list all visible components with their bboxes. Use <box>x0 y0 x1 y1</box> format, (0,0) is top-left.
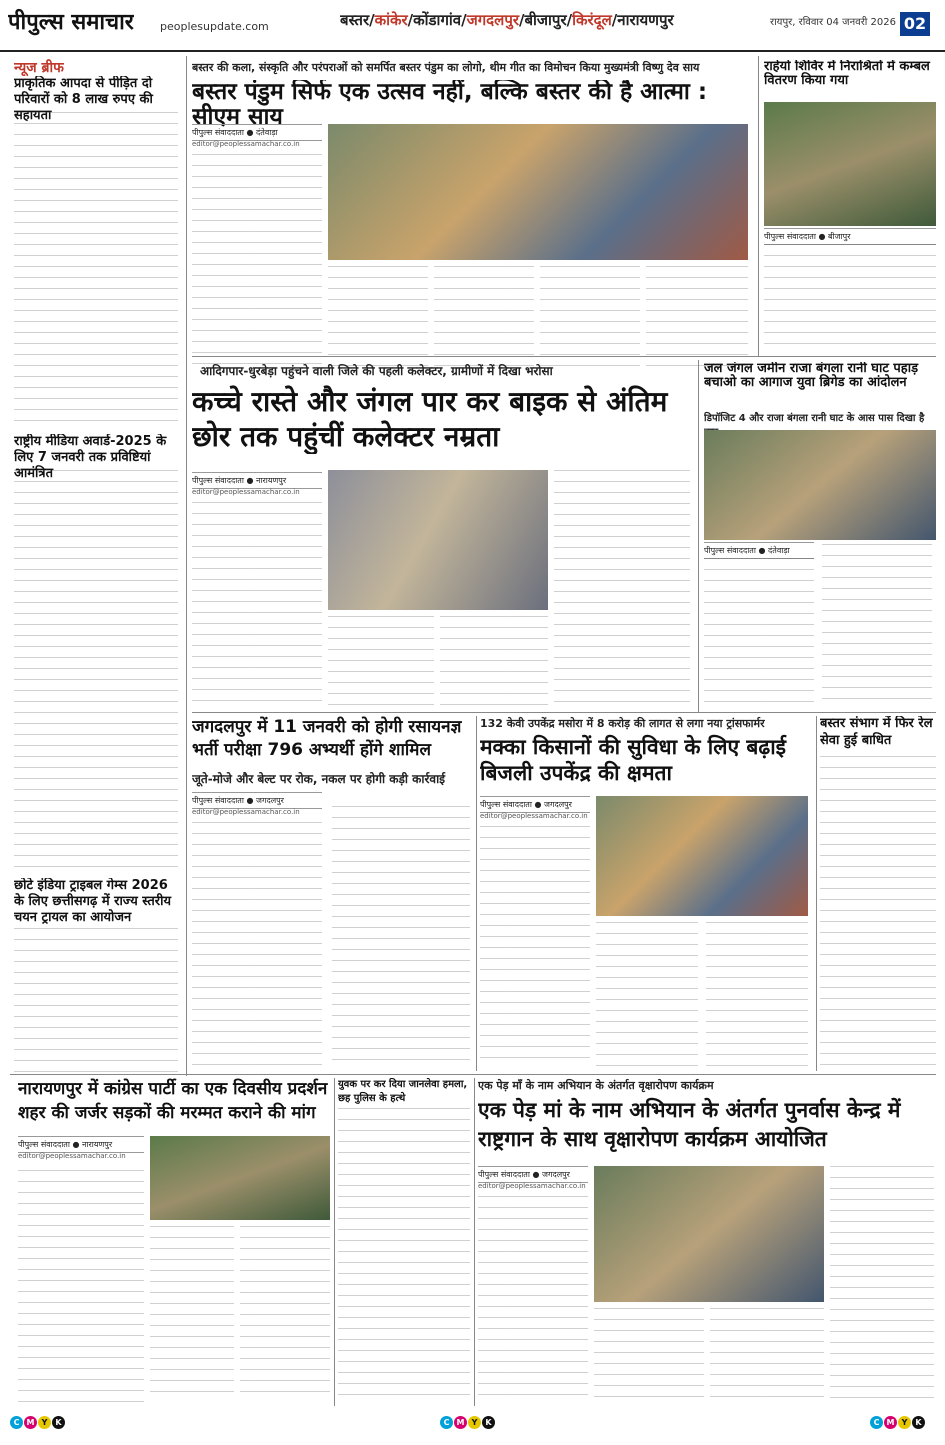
brief-2-title: राष्ट्रीय मीडिया अवार्ड-2025 के लिए 7 जनवरी तक प्रविष्टियां आमंत्रित <box>14 434 167 481</box>
dateline: रायपुर, रविवार 04 जनवरी 2026 <box>770 17 897 28</box>
cmyk-dot: C <box>870 1416 883 1429</box>
edition-part: नारायणपुर <box>617 11 674 29</box>
maize-col-2 <box>596 922 698 1068</box>
newspaper-logo: पीपुल्स समाचार <box>8 9 134 35</box>
news-brief-column <box>10 56 180 1076</box>
edition-part: कोंडागांव <box>413 11 462 29</box>
edition-part: / <box>611 11 618 29</box>
maize-headline: मक्का किसानों की सुविधा के लिए बढ़ाई बिजली उपकेंद्र की क्षमता <box>480 735 786 786</box>
edition-part: बस्तर <box>340 11 370 29</box>
brief-3-title: छोटे इंडिया ट्राइबल गेम्स 2026 के लिए छत्तीसगढ़ में राज्य स्तरीय चयन ट्रायल का आयोजन <box>14 878 171 925</box>
tree-col-3 <box>710 1308 824 1402</box>
congress-story <box>10 1078 330 1406</box>
cmyk-mark-right <box>870 1416 926 1429</box>
exam-col-1 <box>192 822 322 1068</box>
blanket-body <box>764 244 936 352</box>
tree-photo <box>594 1166 824 1302</box>
cmyk-dot: M <box>884 1416 897 1429</box>
edition-part: किरंदूल <box>572 11 612 29</box>
edition-part: / <box>518 11 525 29</box>
jungle-photo <box>704 430 936 540</box>
tree-col-4 <box>830 1166 934 1402</box>
lead-email[interactable]: editor@peoplessamachar.co.in <box>192 140 300 148</box>
tree-byline: पीपुल्स संवाददाता ● जगदलपुर <box>478 1166 588 1183</box>
cmyk-dot: Y <box>468 1416 481 1429</box>
jungle-byline: पीपुल्स संवाददाता ● दंतेवाड़ा <box>704 542 814 559</box>
brief-2-body <box>14 470 178 870</box>
maize-col-1 <box>480 826 590 1068</box>
edition-part: / <box>461 11 467 29</box>
collector-col-3 <box>440 616 548 706</box>
blanket-headline: राहेयो शिविर में निराश्रितों में कम्बल वितरण किया गया <box>764 60 930 89</box>
tree-kicker: एक पेड़ माँ के नाम अभियान के अंतर्गत वृक्षारोपण कार्यक्रम <box>478 1079 714 1092</box>
masthead <box>0 0 945 52</box>
collector-email[interactable]: editor@peoplessamachar.co.in <box>192 488 300 496</box>
cmyk-dot: M <box>24 1416 37 1429</box>
brief-1-body <box>14 112 178 428</box>
congress-col-2 <box>150 1226 234 1402</box>
exam-email[interactable]: editor@peoplessamachar.co.in <box>192 808 300 816</box>
maize-email[interactable]: editor@peoplessamachar.co.in <box>480 812 588 820</box>
edition-part: बीजापुर <box>524 11 567 29</box>
collector-story <box>192 360 692 710</box>
blanket-byline: पीपुल्स संवाददाता ● बीजापुर <box>764 228 936 245</box>
congress-email[interactable]: editor@peoplessamachar.co.in <box>18 1152 126 1160</box>
cmyk-dot: C <box>10 1416 23 1429</box>
brief-1-title: प्राकृतिक आपदा से पीड़ित दो परिवारों को 8 लाख रुपए की सहायता <box>14 76 153 123</box>
edition-part: जगदलपुर <box>466 11 519 29</box>
jungle-kicker: जल जंगल जमीन राजा बंगला रानी घाट पहाड़ बचाओ का आगाज युवा ब्रिगेड का आंदोलन <box>704 362 919 391</box>
collector-col-1 <box>192 502 322 706</box>
collector-col-4 <box>554 470 690 706</box>
rail-headline: बस्तर संभाग में फिर रेल सेवा हुई बाधित <box>820 716 933 748</box>
exam-story <box>192 716 472 1071</box>
collector-kicker: आदिगपार-धुरबेड़ा पहुंचने वाली जिले की पहली कलेक्टर, ग्रामीणों में दिखा भरोसा <box>200 364 553 378</box>
cmyk-dot: M <box>454 1416 467 1429</box>
cmyk-mark-left <box>10 1416 66 1429</box>
website-url[interactable]: peoplesupdate.com <box>160 20 269 33</box>
cmyk-mark-center <box>440 1416 496 1429</box>
maize-col-3 <box>706 922 808 1068</box>
exam-col-2 <box>332 806 470 1068</box>
cmyk-dot: K <box>52 1416 65 1429</box>
congress-headline: नारायणपुर में कांग्रेस पार्टी का एक दिवसीय प्रदर्शन शहर की जर्जर सड़कों की मरम्मत कराने की मांग <box>18 1079 328 1123</box>
lead-headline: बस्तर पंडुम सिर्फ एक उत्सव नहीं, बल्कि बस्तर की है आत्मा : सीएम साय <box>192 80 708 131</box>
tree-story <box>478 1078 936 1406</box>
collector-headline: कच्चे रास्ते और जंगल पार कर बाइक से अंतिम छोर तक पहुंचीं कलेक्टर नम्रता <box>192 385 668 453</box>
rail-story <box>820 716 936 1071</box>
tree-col-2 <box>594 1308 704 1402</box>
blanket-story <box>764 56 936 356</box>
brief-3-body <box>14 928 178 1074</box>
maize-story <box>480 716 810 1071</box>
blanket-photo <box>764 102 936 226</box>
collector-photo <box>328 470 548 610</box>
congress-col-3 <box>240 1226 330 1402</box>
lead-story <box>192 56 752 376</box>
jungle-col-1 <box>704 558 814 706</box>
collector-col-2 <box>328 616 434 706</box>
lead-kicker: बस्तर की कला, संस्कृति और परंपराओं को समर्पित बस्तर पंडुम का लोगो, थीम गीत का विमोचन किया मुख्यमंत्री विष्णु देव साय <box>192 61 700 74</box>
exam-subhead: जूते-मोजे और बेल्ट पर रोक, नकल पर होगी कड़ी कार्रवाई <box>192 772 446 786</box>
cmyk-dot: Y <box>898 1416 911 1429</box>
exam-headline: जगदलपुर में 11 जनवरी को होगी रसायनज्ञ भर्ती परीक्षा 796 अभ्यर्थी होंगे शामिल <box>192 717 462 760</box>
edition-part: / <box>369 11 375 29</box>
rail-body <box>820 756 936 1068</box>
maize-photo <box>596 796 808 916</box>
tree-col-1 <box>478 1196 588 1402</box>
news-brief-tag: न्यूज ब्रीफ <box>14 60 64 76</box>
murder-headline: युवक पर कर दिया जानलेवा हमला, छह पुलिस के हत्थे <box>338 1079 468 1104</box>
congress-col-1 <box>18 1170 144 1402</box>
maize-kicker: 132 केवी उपकेंद्र मसोरा में 8 करोड़ की लागत से लगा नया ट्रांसफार्मर <box>480 717 765 730</box>
jungle-subkicker: डिपॉजिट 4 और राजा बंगला रानी घाट के आस पास दिखा है <box>704 413 925 424</box>
tree-email[interactable]: editor@peoplessamachar.co.in <box>478 1182 586 1190</box>
jungle-story <box>704 360 936 710</box>
collector-byline: पीपुल्स संवाददाता ● नारायणपुर <box>192 472 322 489</box>
cmyk-dot: K <box>912 1416 925 1429</box>
cmyk-dot: Y <box>38 1416 51 1429</box>
maize-byline: पीपुल्स संवाददाता ● जगदलपुर <box>480 796 590 813</box>
cmyk-dot: K <box>482 1416 495 1429</box>
edition-line <box>340 10 780 30</box>
lead-byline: पीपुल्स संवाददाता ● दंतेवाड़ा <box>192 124 322 141</box>
page-number: 02 <box>900 12 930 36</box>
jungle-col-2 <box>822 544 932 706</box>
lead-col-1 <box>192 154 322 372</box>
edition-part: / <box>566 11 573 29</box>
edition-part: / <box>407 11 414 29</box>
tree-headline: एक पेड़ मां के नाम अभियान के अंतर्गत पुनर्वास केन्द्र में राष्ट्रगान के साथ वृक्षारोपण कार्यक्रम आयोजित <box>478 1098 901 1152</box>
exam-byline: पीपुल्स संवाददाता ● जगदलपुर <box>192 792 322 809</box>
murder-story <box>338 1078 470 1406</box>
cmyk-dot: C <box>440 1416 453 1429</box>
congress-byline: पीपुल्स संवाददाता ● नारायणपुर <box>18 1136 144 1153</box>
edition-part: कांकेर <box>374 11 408 29</box>
lead-photo <box>328 124 748 260</box>
murder-body <box>338 1108 470 1402</box>
congress-photo <box>150 1136 330 1220</box>
